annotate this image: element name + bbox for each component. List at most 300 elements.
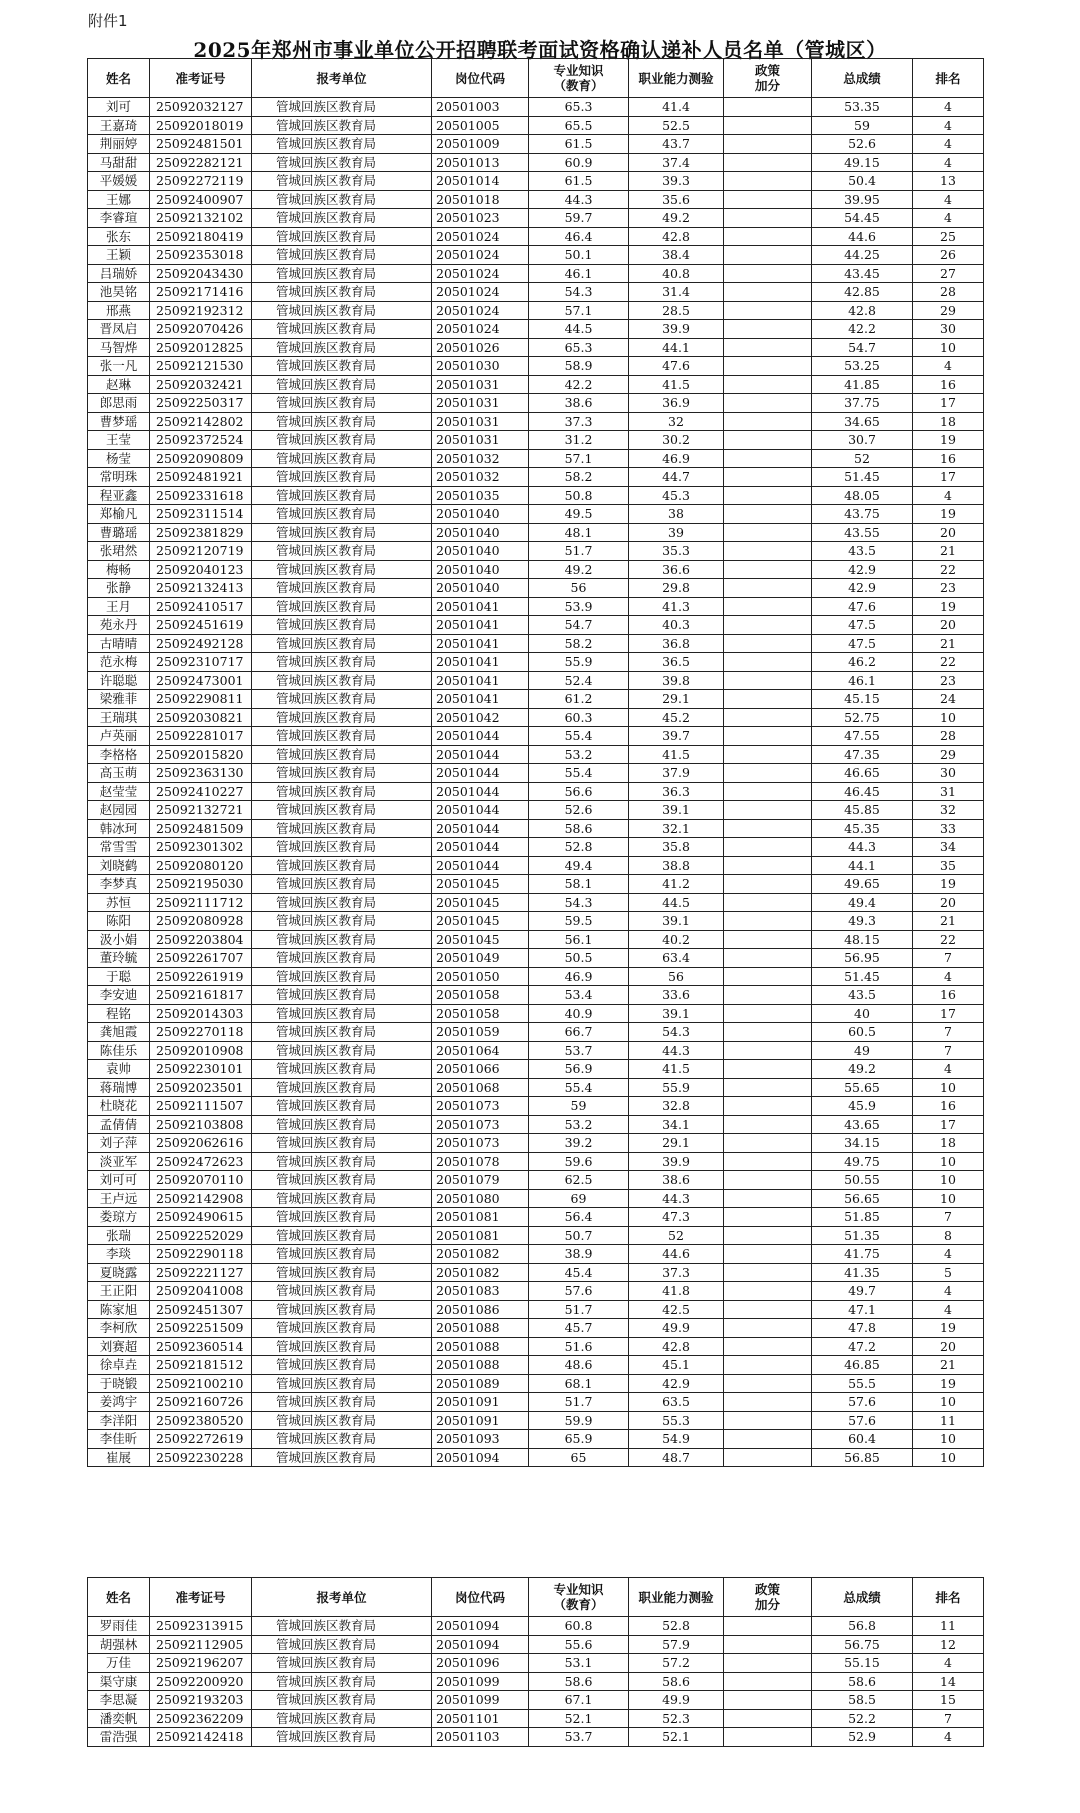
cell-total: 56.75 <box>812 1635 913 1654</box>
cell-rank: 22 <box>913 653 984 672</box>
cell-rank: 10 <box>913 1393 984 1412</box>
table-row <box>88 1411 984 1430</box>
cell-unit: 管城回族区教育局 <box>252 690 432 709</box>
cell-name: 韩冰珂 <box>88 819 150 838</box>
cell-unit: 管城回族区教育局 <box>252 634 432 653</box>
cell-code: 20501045 <box>432 875 529 894</box>
cell-unit: 管城回族区教育局 <box>252 579 432 598</box>
table-row <box>88 542 984 561</box>
cell-total: 49.15 <box>812 153 913 172</box>
cell-name: 王嘉琦 <box>88 116 150 135</box>
cell-professional: 49.2 <box>529 560 629 579</box>
header-professional-line1: 专业知识 <box>553 1582 604 1597</box>
header-code: 岗位代码 <box>432 1578 529 1617</box>
cell-ticket: 25092192312 <box>150 301 252 320</box>
cell-rank: 10 <box>913 1189 984 1208</box>
cell-name: 李梦真 <box>88 875 150 894</box>
cell-ability: 40.3 <box>629 616 724 635</box>
cell-total: 45.35 <box>812 819 913 838</box>
cell-unit: 管城回族区教育局 <box>252 227 432 246</box>
cell-ticket: 25092451307 <box>150 1300 252 1319</box>
cell-rank: 25 <box>913 227 984 246</box>
table-row <box>88 893 984 912</box>
cell-professional: 56 <box>529 579 629 598</box>
table-2-body <box>88 1617 984 1747</box>
cell-ticket: 25092353018 <box>150 246 252 265</box>
cell-name: 李格格 <box>88 745 150 764</box>
cell-ability: 37.3 <box>629 1263 724 1282</box>
cell-ticket: 25092023501 <box>150 1078 252 1097</box>
cell-code: 20501024 <box>432 227 529 246</box>
cell-code: 20501088 <box>432 1319 529 1338</box>
cell-professional: 55.4 <box>529 764 629 783</box>
cell-unit: 管城回族区教育局 <box>252 1097 432 1116</box>
cell-professional: 57.1 <box>529 449 629 468</box>
table-row <box>88 468 984 487</box>
cell-total: 34.15 <box>812 1134 913 1153</box>
cell-ability: 39.3 <box>629 172 724 191</box>
table-row <box>88 1617 984 1636</box>
cell-rank: 20 <box>913 523 984 542</box>
cell-code: 20501091 <box>432 1411 529 1430</box>
cell-professional: 65 <box>529 1448 629 1467</box>
cell-ticket: 25092360514 <box>150 1337 252 1356</box>
cell-policy <box>724 1411 812 1430</box>
cell-policy <box>724 486 812 505</box>
cell-policy <box>724 1097 812 1116</box>
cell-code: 20501041 <box>432 653 529 672</box>
cell-policy <box>724 1041 812 1060</box>
cell-professional: 45.7 <box>529 1319 629 1338</box>
cell-total: 49.7 <box>812 1282 913 1301</box>
cell-rank: 17 <box>913 1115 984 1134</box>
table-row <box>88 1263 984 1282</box>
cell-rank: 19 <box>913 875 984 894</box>
cell-rank: 23 <box>913 671 984 690</box>
cell-code: 20501073 <box>432 1115 529 1134</box>
cell-policy <box>724 172 812 191</box>
cell-rank: 7 <box>913 1023 984 1042</box>
cell-name: 姜鸿宇 <box>88 1393 150 1412</box>
cell-unit: 管城回族区教育局 <box>252 116 432 135</box>
cell-ability: 42.5 <box>629 1300 724 1319</box>
cell-code: 20501083 <box>432 1282 529 1301</box>
header-unit: 报考单位 <box>252 59 432 98</box>
cell-ability: 39.9 <box>629 320 724 339</box>
cell-total: 51.35 <box>812 1226 913 1245</box>
header-rank: 排名 <box>913 59 984 98</box>
cell-name: 蒋瑞博 <box>88 1078 150 1097</box>
table-row <box>88 301 984 320</box>
cell-professional: 46.9 <box>529 967 629 986</box>
cell-rank: 18 <box>913 412 984 431</box>
candidate-table-2 <box>87 1577 984 1747</box>
cell-name: 郑榆凡 <box>88 505 150 524</box>
cell-policy <box>724 246 812 265</box>
cell-total: 53.25 <box>812 357 913 376</box>
cell-code: 20501079 <box>432 1171 529 1190</box>
cell-code: 20501023 <box>432 209 529 228</box>
table-row <box>88 1337 984 1356</box>
cell-ability: 29.1 <box>629 690 724 709</box>
table-header-row <box>88 1578 984 1617</box>
cell-professional: 48.1 <box>529 523 629 542</box>
cell-ability: 39.1 <box>629 912 724 931</box>
cell-ticket: 25092032127 <box>150 98 252 117</box>
cell-unit: 管城回族区教育局 <box>252 1672 432 1691</box>
cell-unit: 管城回族区教育局 <box>252 1393 432 1412</box>
cell-name: 王月 <box>88 597 150 616</box>
cell-ticket: 25092313915 <box>150 1617 252 1636</box>
cell-unit: 管城回族区教育局 <box>252 912 432 931</box>
cell-policy <box>724 1134 812 1153</box>
cell-total: 43.45 <box>812 264 913 283</box>
cell-total: 47.6 <box>812 597 913 616</box>
cell-unit: 管城回族区教育局 <box>252 301 432 320</box>
cell-name: 李琰 <box>88 1245 150 1264</box>
cell-total: 42.85 <box>812 283 913 302</box>
cell-unit: 管城回族区教育局 <box>252 967 432 986</box>
table-row <box>88 690 984 709</box>
table-row <box>88 579 984 598</box>
candidate-table-1 <box>87 58 984 1467</box>
cell-professional: 65.3 <box>529 338 629 357</box>
cell-policy <box>724 98 812 117</box>
cell-unit: 管城回族区教育局 <box>252 1430 432 1449</box>
header-professional <box>529 1578 629 1617</box>
table-row <box>88 727 984 746</box>
cell-ability: 55.9 <box>629 1078 724 1097</box>
cell-policy <box>724 1282 812 1301</box>
cell-ability: 30.2 <box>629 431 724 450</box>
cell-code: 20501024 <box>432 283 529 302</box>
cell-total: 54.7 <box>812 338 913 357</box>
cell-unit: 管城回族区教育局 <box>252 523 432 542</box>
cell-ability: 42.9 <box>629 1374 724 1393</box>
cell-rank: 4 <box>913 153 984 172</box>
cell-name: 许聪聪 <box>88 671 150 690</box>
cell-rank: 19 <box>913 1374 984 1393</box>
cell-ticket: 25092196207 <box>150 1654 252 1673</box>
table-row <box>88 486 984 505</box>
cell-ticket: 25092080120 <box>150 856 252 875</box>
table-row <box>88 190 984 209</box>
cell-policy <box>724 338 812 357</box>
header-ticket: 准考证号 <box>150 1578 252 1617</box>
cell-unit: 管城回族区教育局 <box>252 283 432 302</box>
cell-unit: 管城回族区教育局 <box>252 856 432 875</box>
cell-ability: 45.1 <box>629 1356 724 1375</box>
cell-name: 刘可 <box>88 98 150 117</box>
cell-unit: 管城回族区教育局 <box>252 1004 432 1023</box>
cell-professional: 50.1 <box>529 246 629 265</box>
cell-rank: 4 <box>913 486 984 505</box>
cell-ticket: 25092481921 <box>150 468 252 487</box>
cell-name: 张一凡 <box>88 357 150 376</box>
cell-code: 20501044 <box>432 819 529 838</box>
table-row <box>88 1115 984 1134</box>
cell-policy <box>724 542 812 561</box>
cell-total: 52 <box>812 449 913 468</box>
header-professional-line2: （教育） <box>553 1597 604 1612</box>
cell-ability: 32.8 <box>629 1097 724 1116</box>
cell-unit: 管城回族区教育局 <box>252 653 432 672</box>
cell-professional: 31.2 <box>529 431 629 450</box>
cell-policy <box>724 412 812 431</box>
cell-unit: 管城回族区教育局 <box>252 153 432 172</box>
cell-rank: 15 <box>913 1691 984 1710</box>
cell-unit: 管城回族区教育局 <box>252 1448 432 1467</box>
cell-total: 44.6 <box>812 227 913 246</box>
cell-code: 20501094 <box>432 1617 529 1636</box>
cell-ability: 48.7 <box>629 1448 724 1467</box>
cell-rank: 21 <box>913 634 984 653</box>
cell-policy <box>724 135 812 154</box>
cell-rank: 10 <box>913 1152 984 1171</box>
table-row <box>88 135 984 154</box>
cell-unit: 管城回族区教育局 <box>252 98 432 117</box>
cell-ticket: 25092311514 <box>150 505 252 524</box>
cell-ability: 38.8 <box>629 856 724 875</box>
cell-code: 20501066 <box>432 1060 529 1079</box>
cell-total: 43.75 <box>812 505 913 524</box>
cell-ticket: 25092451619 <box>150 616 252 635</box>
cell-professional: 57.1 <box>529 301 629 320</box>
cell-ability: 41.4 <box>629 98 724 117</box>
cell-professional: 59.6 <box>529 1152 629 1171</box>
cell-code: 20501024 <box>432 246 529 265</box>
cell-code: 20501041 <box>432 634 529 653</box>
cell-ability: 63.5 <box>629 1393 724 1412</box>
cell-policy <box>724 819 812 838</box>
cell-ability: 39.8 <box>629 671 724 690</box>
cell-policy <box>724 190 812 209</box>
cell-name: 王瑞琪 <box>88 708 150 727</box>
cell-name: 崔展 <box>88 1448 150 1467</box>
cell-policy <box>724 616 812 635</box>
cell-professional: 57.6 <box>529 1282 629 1301</box>
cell-rank: 7 <box>913 1041 984 1060</box>
cell-code: 20501058 <box>432 986 529 1005</box>
cell-code: 20501031 <box>432 375 529 394</box>
header-total: 总成绩 <box>812 1578 913 1617</box>
cell-code: 20501040 <box>432 523 529 542</box>
cell-code: 20501044 <box>432 801 529 820</box>
cell-professional: 58.6 <box>529 819 629 838</box>
cell-name: 王娜 <box>88 190 150 209</box>
cell-ability: 57.2 <box>629 1654 724 1673</box>
cell-ability: 45.3 <box>629 486 724 505</box>
cell-code: 20501082 <box>432 1245 529 1264</box>
cell-ticket: 25092472623 <box>150 1152 252 1171</box>
cell-professional: 61.5 <box>529 135 629 154</box>
cell-code: 20501040 <box>432 560 529 579</box>
table-row <box>88 283 984 302</box>
table-row <box>88 745 984 764</box>
header-policy-line1: 政策 <box>754 63 780 78</box>
cell-ticket: 25092331618 <box>150 486 252 505</box>
cell-ability: 45.2 <box>629 708 724 727</box>
cell-policy <box>724 283 812 302</box>
cell-name: 王卢远 <box>88 1189 150 1208</box>
cell-total: 55.5 <box>812 1374 913 1393</box>
cell-total: 42.8 <box>812 301 913 320</box>
cell-total: 46.2 <box>812 653 913 672</box>
cell-ability: 41.3 <box>629 597 724 616</box>
cell-unit: 管城回族区教育局 <box>252 1356 432 1375</box>
cell-professional: 53.7 <box>529 1041 629 1060</box>
cell-total: 57.6 <box>812 1393 913 1412</box>
cell-unit: 管城回族区教育局 <box>252 801 432 820</box>
cell-ticket: 25092015820 <box>150 745 252 764</box>
cell-code: 20501094 <box>432 1448 529 1467</box>
cell-ticket: 25092100210 <box>150 1374 252 1393</box>
header-total: 总成绩 <box>812 59 913 98</box>
cell-rank: 16 <box>913 375 984 394</box>
header-unit: 报考单位 <box>252 1578 432 1617</box>
cell-code: 20501101 <box>432 1709 529 1728</box>
cell-code: 20501005 <box>432 116 529 135</box>
header-professional-line2: （教育） <box>553 78 604 93</box>
cell-professional: 68.1 <box>529 1374 629 1393</box>
cell-total: 46.1 <box>812 671 913 690</box>
cell-total: 49.3 <box>812 912 913 931</box>
cell-total: 37.75 <box>812 394 913 413</box>
cell-ability: 39 <box>629 523 724 542</box>
cell-rank: 26 <box>913 246 984 265</box>
cell-rank: 16 <box>913 986 984 1005</box>
cell-professional: 59.5 <box>529 912 629 931</box>
cell-rank: 17 <box>913 394 984 413</box>
cell-ticket: 25092221127 <box>150 1263 252 1282</box>
cell-total: 47.35 <box>812 745 913 764</box>
cell-policy <box>724 912 812 931</box>
cell-professional: 56.9 <box>529 1060 629 1079</box>
cell-professional: 52.4 <box>529 671 629 690</box>
cell-professional: 45.4 <box>529 1263 629 1282</box>
cell-ticket: 25092492128 <box>150 634 252 653</box>
cell-rank: 11 <box>913 1617 984 1636</box>
cell-name: 池昊铭 <box>88 283 150 302</box>
table-row <box>88 1374 984 1393</box>
cell-code: 20501035 <box>432 486 529 505</box>
cell-total: 45.85 <box>812 801 913 820</box>
cell-name: 李思凝 <box>88 1691 150 1710</box>
cell-code: 20501042 <box>432 708 529 727</box>
cell-ticket: 25092301302 <box>150 838 252 857</box>
cell-unit: 管城回族区教育局 <box>252 764 432 783</box>
cell-rank: 29 <box>913 301 984 320</box>
cell-ability: 36.8 <box>629 634 724 653</box>
cell-unit: 管城回族区教育局 <box>252 930 432 949</box>
cell-unit: 管城回族区教育局 <box>252 875 432 894</box>
cell-professional: 42.2 <box>529 375 629 394</box>
cell-policy <box>724 1617 812 1636</box>
cell-professional: 65.9 <box>529 1430 629 1449</box>
cell-ability: 52.1 <box>629 1728 724 1747</box>
cell-rank: 23 <box>913 579 984 598</box>
cell-ticket: 25092272119 <box>150 172 252 191</box>
cell-rank: 4 <box>913 135 984 154</box>
cell-ability: 41.2 <box>629 875 724 894</box>
cell-ability: 39.1 <box>629 801 724 820</box>
table-row <box>88 1654 984 1673</box>
cell-code: 20501041 <box>432 671 529 690</box>
cell-ability: 42.8 <box>629 1337 724 1356</box>
cell-professional: 59 <box>529 1097 629 1116</box>
cell-unit: 管城回族区教育局 <box>252 616 432 635</box>
cell-rank: 32 <box>913 801 984 820</box>
cell-ability: 43.7 <box>629 135 724 154</box>
cell-name: 苏恒 <box>88 893 150 912</box>
cell-policy <box>724 375 812 394</box>
cell-code: 20501041 <box>432 616 529 635</box>
cell-policy <box>724 468 812 487</box>
cell-policy <box>724 227 812 246</box>
cell-unit: 管城回族区教育局 <box>252 560 432 579</box>
cell-unit: 管城回族区教育局 <box>252 1115 432 1134</box>
cell-ticket: 25092080928 <box>150 912 252 931</box>
cell-total: 49 <box>812 1041 913 1060</box>
cell-unit: 管城回族区教育局 <box>252 1374 432 1393</box>
cell-ability: 33.6 <box>629 986 724 1005</box>
cell-rank: 13 <box>913 172 984 191</box>
cell-unit: 管城回族区教育局 <box>252 1691 432 1710</box>
cell-name: 郎思雨 <box>88 394 150 413</box>
cell-name: 张珺然 <box>88 542 150 561</box>
table-row <box>88 764 984 783</box>
cell-ticket: 25092012825 <box>150 338 252 357</box>
table-row <box>88 209 984 228</box>
header-policy-line2: 加分 <box>754 78 780 93</box>
cell-ticket: 25092381829 <box>150 523 252 542</box>
cell-ability: 55.3 <box>629 1411 724 1430</box>
cell-professional: 53.2 <box>529 745 629 764</box>
cell-name: 雷浩强 <box>88 1728 150 1747</box>
cell-policy <box>724 301 812 320</box>
cell-name: 古晴晴 <box>88 634 150 653</box>
cell-professional: 59.9 <box>529 1411 629 1430</box>
cell-policy <box>724 1023 812 1042</box>
cell-unit: 管城回族区教育局 <box>252 838 432 857</box>
header-professional <box>529 59 629 98</box>
cell-rank: 20 <box>913 1337 984 1356</box>
cell-professional: 58.6 <box>529 1672 629 1691</box>
cell-name: 范永梅 <box>88 653 150 672</box>
cell-rank: 28 <box>913 727 984 746</box>
cell-total: 55.15 <box>812 1654 913 1673</box>
cell-code: 20501103 <box>432 1728 529 1747</box>
cell-rank: 10 <box>913 338 984 357</box>
cell-unit: 管城回族区教育局 <box>252 782 432 801</box>
cell-ability: 49.9 <box>629 1691 724 1710</box>
cell-unit: 管城回族区教育局 <box>252 449 432 468</box>
cell-unit: 管城回族区教育局 <box>252 1152 432 1171</box>
cell-ability: 41.8 <box>629 1282 724 1301</box>
cell-unit: 管城回族区教育局 <box>252 986 432 1005</box>
cell-total: 49.2 <box>812 1060 913 1079</box>
cell-ability: 41.5 <box>629 1060 724 1079</box>
cell-code: 20501086 <box>432 1300 529 1319</box>
cell-policy <box>724 1115 812 1134</box>
cell-ticket: 25092230228 <box>150 1448 252 1467</box>
cell-unit: 管城回族区教育局 <box>252 375 432 394</box>
cell-total: 45.9 <box>812 1097 913 1116</box>
table-row <box>88 1078 984 1097</box>
cell-ticket: 25092272619 <box>150 1430 252 1449</box>
cell-policy <box>724 1189 812 1208</box>
cell-rank: 4 <box>913 190 984 209</box>
